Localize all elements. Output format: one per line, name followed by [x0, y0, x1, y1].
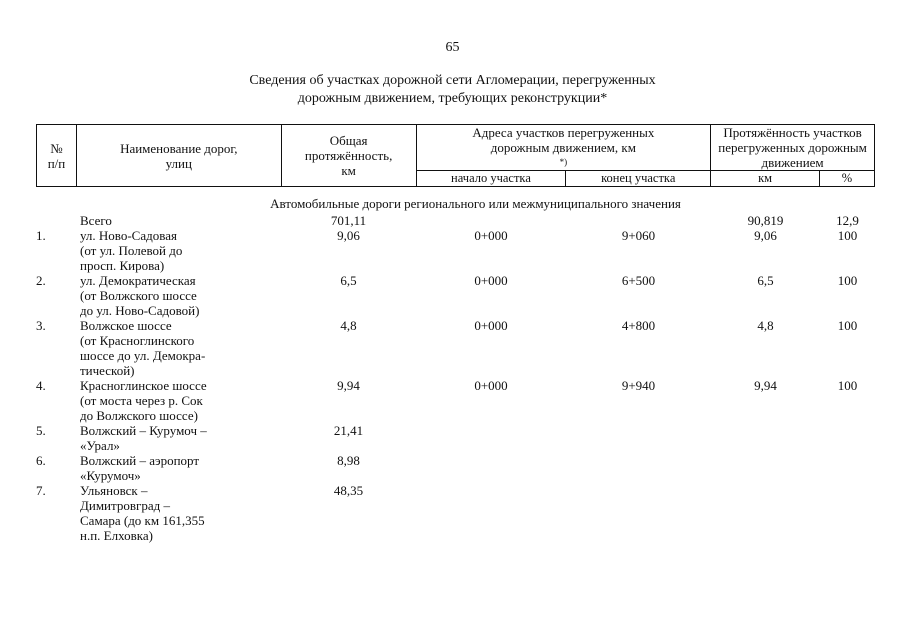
- cell-name-line: просп. Кирова): [80, 258, 165, 273]
- cell-start: 0+000: [474, 318, 508, 333]
- table-row: [36, 228, 875, 273]
- table-row: [36, 453, 875, 483]
- cell-pct: 100: [837, 378, 858, 393]
- title-line-1: Сведения об участках дорожной сети Агломерации, перегруженных: [249, 73, 656, 88]
- header-num: [37, 125, 77, 187]
- document-title: [0, 72, 905, 108]
- cell-name-line: Димитровград –: [80, 498, 170, 513]
- cell-total: 21,41: [333, 423, 364, 438]
- title-line-2: дорожным движением, требующих реконструкции*: [297, 91, 608, 106]
- cell-name-line: (от моста через р. Сок: [80, 393, 203, 408]
- table-row: [36, 483, 875, 543]
- cell-start: 0+000: [474, 273, 508, 288]
- cell-name-line: (от Красноглинского: [80, 333, 195, 348]
- table-header: [36, 124, 875, 187]
- cell-name: [76, 228, 281, 273]
- cell-name-line: ул. Ново-Садовая: [80, 228, 177, 243]
- table-row: [36, 318, 875, 378]
- cell-km: 4,8: [757, 318, 774, 333]
- header-addresses-line-2: дорожным движением, км: [490, 140, 636, 155]
- cell-name-line: Красноглинское шоссе: [80, 378, 207, 393]
- header-length-line-3: движением: [761, 155, 824, 170]
- footnote-mark: *): [559, 157, 568, 167]
- table-row: [36, 423, 875, 453]
- header-length-line-2: перегруженных дорожным: [718, 140, 867, 155]
- cell-total: 8,98: [337, 453, 360, 468]
- cell-name: [76, 483, 281, 543]
- cell-name: [76, 318, 281, 378]
- table-row-total: [36, 213, 875, 228]
- cell-num: 3.: [36, 318, 46, 333]
- cell-total: 4,8: [340, 318, 357, 333]
- cell-name: [76, 378, 281, 423]
- header-km: км: [711, 171, 820, 187]
- cell-name-line: шоссе до ул. Демокра-: [80, 348, 206, 363]
- header-total: [281, 125, 416, 187]
- cell-name-line: Самара (до км 161,355: [80, 513, 205, 528]
- cell-num: 2.: [36, 273, 46, 288]
- cell-pct: 100: [837, 273, 858, 288]
- cell-total: 9,94: [337, 378, 360, 393]
- header-addresses-line-1: Адреса участков перегруженных: [472, 125, 655, 140]
- cell-end: 4+800: [621, 318, 656, 333]
- cell-pct: 100: [837, 318, 858, 333]
- cell-name: [76, 423, 281, 453]
- cell-num: 1.: [36, 228, 46, 243]
- header-num-line-2: п/п: [47, 155, 66, 171]
- cell-num: 7.: [36, 483, 46, 498]
- header-name-line-2: улиц: [165, 155, 192, 171]
- cell-num: 4.: [36, 378, 46, 393]
- header-num-line-1: №: [50, 140, 63, 156]
- cell-name-line: тической): [80, 363, 135, 378]
- cell-name-line: «Курумоч»: [80, 468, 141, 483]
- header-name: [76, 125, 281, 187]
- cell-km: 6,5: [757, 273, 774, 288]
- cell-name-line: «Урал»: [80, 438, 120, 453]
- cell-pct: 12,9: [836, 213, 859, 228]
- header-end: конец участка: [566, 171, 711, 187]
- header-start: начало участка: [416, 171, 566, 187]
- cell-pct: 100: [837, 228, 858, 243]
- cell-name-line: Волжский – Курумоч –: [80, 423, 207, 438]
- cell-name-line: Волжский – аэропорт: [80, 453, 200, 468]
- header-addresses: [416, 125, 711, 171]
- header-pct: %: [820, 171, 875, 187]
- page-number: 65: [445, 40, 460, 55]
- header-addresses-line-2-wrap: [419, 140, 709, 170]
- cell-total: 701,11: [330, 213, 367, 228]
- cell-start: 0+000: [474, 378, 508, 393]
- cell-name-line: ул. Демократическая: [80, 273, 196, 288]
- cell-name-line: до Волжского шоссе): [80, 408, 198, 423]
- cell-start: 0+000: [474, 228, 508, 243]
- header-length-line-1: Протяжённость участков: [723, 125, 862, 140]
- cell-name-line: Волжское шоссе: [80, 318, 172, 333]
- cell-name-line: до ул. Ново-Садовой): [80, 303, 200, 318]
- section-title: Автомобильные дороги регионального или межмуниципального значения: [270, 196, 681, 211]
- cell-total: 6,5: [340, 273, 357, 288]
- cell-name: Всего: [80, 213, 112, 228]
- cell-name-line: Ульяновск –: [80, 483, 148, 498]
- cell-name: [76, 273, 281, 318]
- cell-end: 6+500: [621, 273, 656, 288]
- cell-name: [76, 453, 281, 483]
- cell-name-line: (от ул. Полевой до: [80, 243, 183, 258]
- cell-name-line: (от Волжского шоссе: [80, 288, 197, 303]
- header-length: [711, 125, 875, 171]
- cell-total: 9,06: [337, 228, 360, 243]
- cell-name-line: н.п. Елховка): [80, 528, 153, 543]
- cell-end: 9+060: [621, 228, 656, 243]
- table-row: [36, 378, 875, 423]
- cell-num: 6.: [36, 453, 46, 468]
- table-row: [36, 273, 875, 318]
- cell-num: 5.: [36, 423, 46, 438]
- table-rows: [36, 228, 875, 543]
- cell-km: 9,06: [754, 228, 777, 243]
- cell-end: 9+940: [621, 378, 656, 393]
- header-name-line-1: Наименование дорог,: [120, 140, 238, 156]
- cell-total: 48,35: [333, 483, 364, 498]
- header-total-line-3: км: [341, 163, 356, 178]
- header-total-line-2: протяжённость,: [304, 148, 393, 163]
- header-total-line-1: Общая: [329, 133, 368, 148]
- table-body: [36, 196, 875, 543]
- cell-km: 90,819: [747, 213, 784, 228]
- cell-km: 9,94: [754, 378, 777, 393]
